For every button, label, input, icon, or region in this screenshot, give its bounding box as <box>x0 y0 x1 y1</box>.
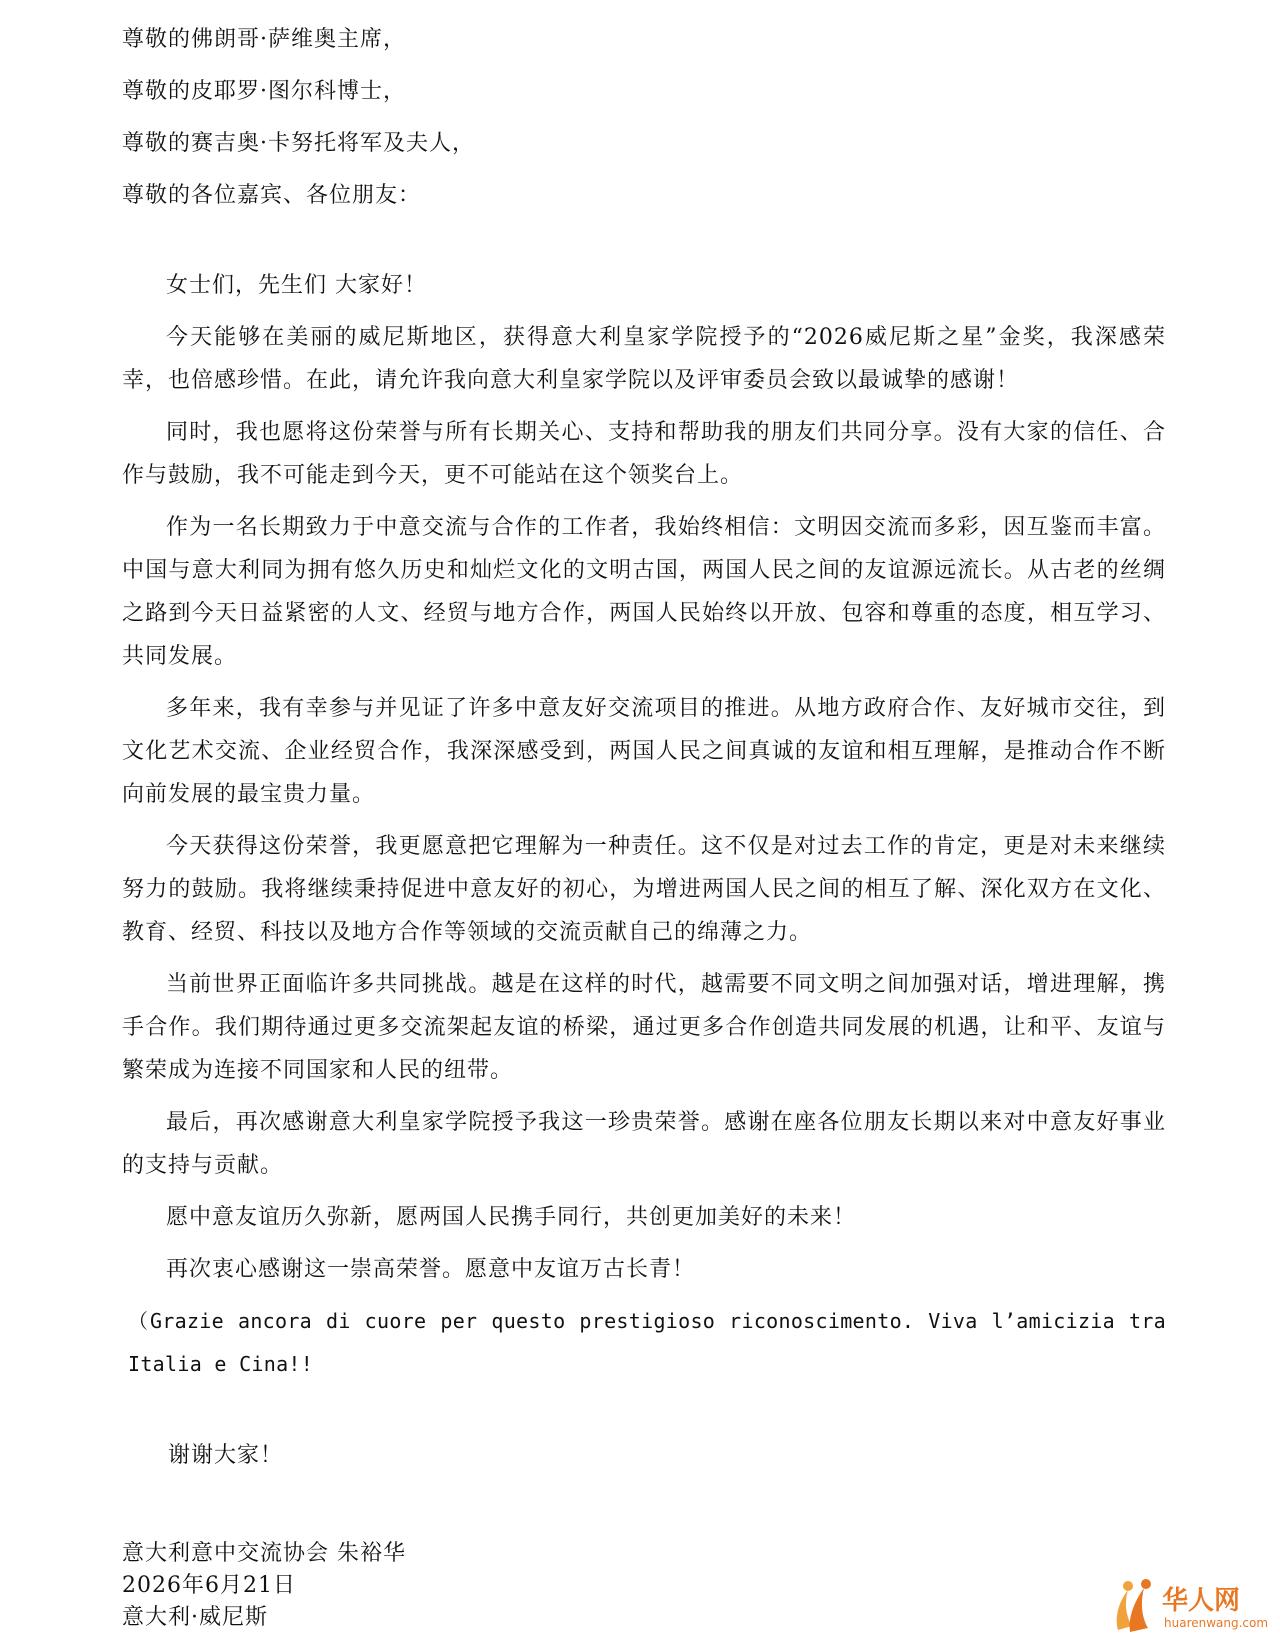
signature-date: 2026年6月21日 <box>122 1573 296 1598</box>
salutation-line: 尊敬的皮耶罗·图尔科博士， <box>122 79 406 104</box>
greeting-paragraph: 女士们，先生们 大家好！ <box>166 273 427 298</box>
body-paragraph: 愿中意友谊历久弥新，愿两国人民携手同行，共创更加美好的未来！ <box>166 1205 857 1230</box>
body-paragraph: 再次衷心感谢这一崇高荣誉。愿意中友谊万古长青！ <box>166 1257 696 1282</box>
italian-paragraph: （Grazie ancora di cuore per questo prestigioso riconoscimento. Viva l’amicizia tra Italia e Cina!! <box>128 1309 1166 1376</box>
body-paragraph: 同时，我也愿将这份荣誉与所有长期关心、支持和帮助我的朋友们共同分享。没有大家的信任、合作与鼓励，我不可能走到今天，更不可能站在这个领奖台上。 <box>122 420 1166 488</box>
body-paragraph: 今天能够在美丽的威尼斯地区，获得意大利皇家学院授予的“2026威尼斯之星”金奖，我深感荣幸，也倍感珍惜。在此，请允许我向意大利皇家学院以及评审委员会致以最诚挚的感谢！ <box>122 325 1166 393</box>
watermark-logo <box>1110 1578 1270 1638</box>
watermark-name: 华人网 <box>1162 1586 1241 1616</box>
signature-block <box>122 1538 406 1634</box>
body-paragraph: 今天获得这份荣誉，我更愿意把它理解为一种责任。这不仅是对过去工作的肯定，更是对未来继续努力的鼓励。我将继续秉持促进中意友好的初心，为增进两国人民之间的相互了解、深化双方在文化、教育、经贸、科技以及地方合作等领域的交流贡献自己的绵薄之力。 <box>122 834 1166 945</box>
salutation-line: 尊敬的佛朗哥·萨维奥主席， <box>122 27 406 52</box>
body-paragraph: 多年来，我有幸参与并见证了许多中意友好交流项目的推进。从地方政府合作、友好城市交往，到文化艺术交流、企业经贸合作，我深深感受到，两国人民之间真诚的友谊和相互理解，是推动合作不断向前发展的最宝贵力量。 <box>122 696 1166 807</box>
salutation-line: 尊敬的赛吉奥·卡努托将军及夫人， <box>122 131 475 156</box>
salutation-line: 尊敬的各位嘉宾、各位朋友： <box>122 183 422 208</box>
signature-organization: 意大利意中交流协会 朱裕华 <box>122 1541 406 1566</box>
closing-thanks: 谢谢大家！ <box>168 1443 284 1468</box>
body-paragraph: 作为一名长期致力于中意交流与合作的工作者，我始终相信：文明因交流而多彩，因互鉴而丰富。中国与意大利同为拥有悠久历史和灿烂文化的文明古国，两国人民之间的友谊源远流长。从古老的丝绸之路到今天日益紧密的人文、经贸与地方合作，两国人民始终以开放、包容和尊重的态度，相互学习、共同发展。 <box>122 515 1166 669</box>
body-paragraph: 最后，再次感谢意大利皇家学院授予我这一珍贵荣誉。感谢在座各位朋友长期以来对中意友好事业的支持与贡献。 <box>122 1110 1166 1178</box>
huarenwang-logo-icon <box>1110 1578 1158 1636</box>
signature-place: 意大利·威尼斯 <box>122 1605 268 1630</box>
salutation-block <box>122 14 1162 222</box>
body-paragraph: 当前世界正面临许多共同挑战。越是在这样的时代，越需要不同文明之间加强对话，增进理解，携手合作。我们期待通过更多交流架起友谊的桥梁，通过更多合作创造共同发展的机遇，让和平、友谊与繁荣成为连接不同国家和人民的纽带。 <box>122 972 1166 1083</box>
watermark-url: huarenwang.com <box>1164 1616 1269 1630</box>
letter-body <box>122 264 1166 1395</box>
